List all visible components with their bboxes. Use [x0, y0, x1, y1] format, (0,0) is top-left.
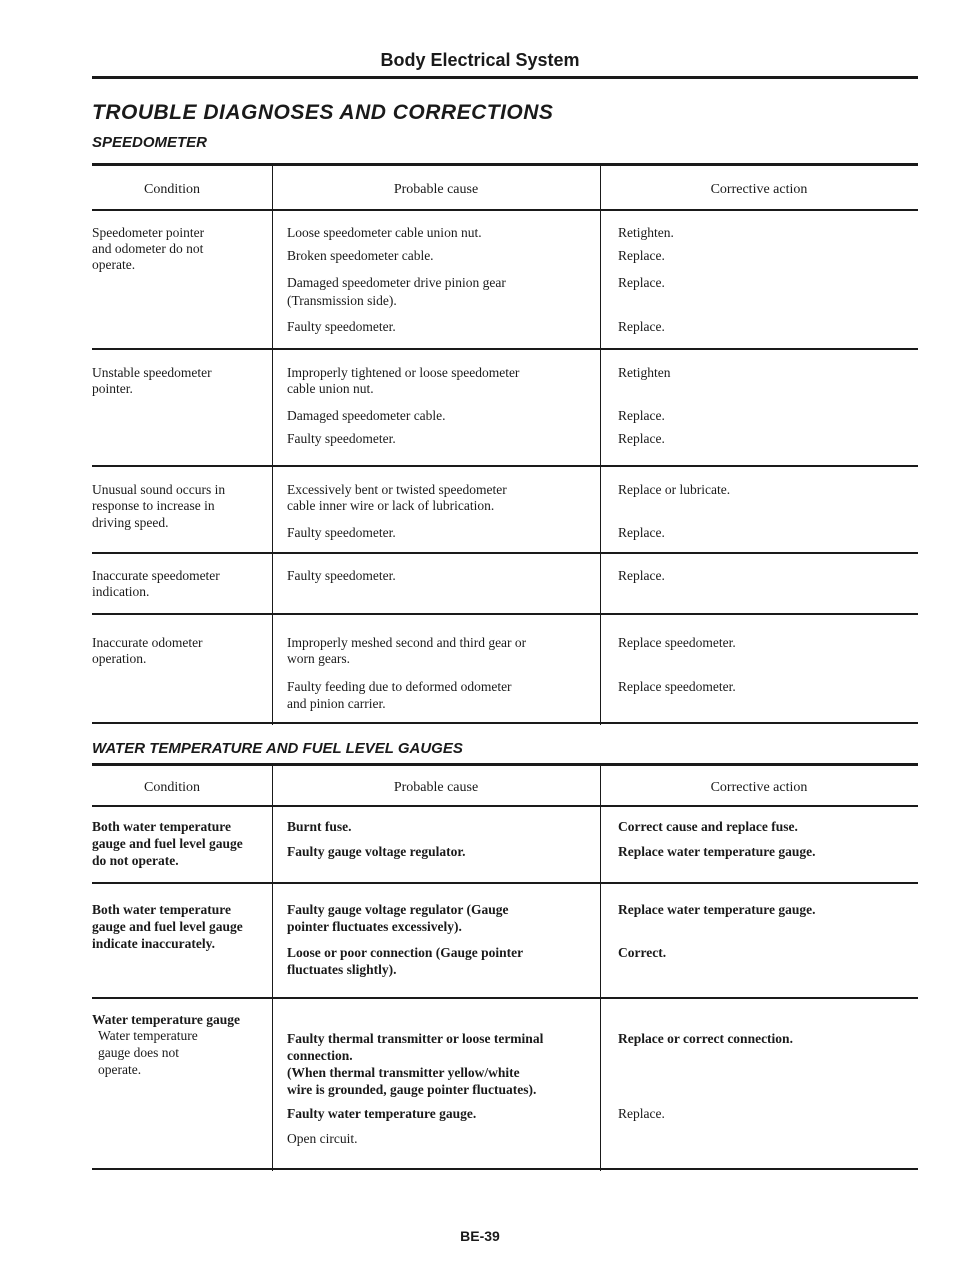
- row-divider: [92, 465, 918, 467]
- row-divider: [92, 613, 918, 615]
- condition-line: operate.: [92, 257, 136, 272]
- cause-line: Faulty speedometer.: [287, 568, 396, 583]
- column-header-corrective-action: Corrective action: [710, 182, 808, 197]
- action-line: Replace.: [618, 568, 665, 583]
- condition-line: driving speed.: [92, 515, 169, 530]
- header-rule: [92, 805, 918, 807]
- condition-line: operate.: [98, 1062, 142, 1077]
- table-bottom-rule: [92, 1168, 918, 1170]
- cause-line: Faulty water temperature gauge.: [287, 1106, 477, 1121]
- cause-line: and pinion carrier.: [287, 696, 386, 711]
- action-line: Retighten.: [618, 225, 674, 240]
- column-divider: [600, 765, 601, 1171]
- column-divider: [272, 765, 273, 1171]
- action-line: Replace speedometer.: [618, 679, 736, 694]
- section-heading-speedometer: SPEEDOMETER: [92, 134, 208, 151]
- cause-line: worn gears.: [287, 651, 350, 666]
- cause-line: Loose or poor connection (Gauge pointer: [287, 945, 524, 960]
- condition-line: gauge and fuel level gauge: [92, 919, 243, 934]
- cause-line: Open circuit.: [287, 1131, 358, 1146]
- column-divider: [272, 165, 273, 725]
- action-line: Replace or correct connection.: [618, 1031, 793, 1046]
- action-line: Replace.: [618, 408, 665, 423]
- section-heading-gauges: WATER TEMPERATURE AND FUEL LEVEL GAUGES: [92, 740, 463, 757]
- cause-line: fluctuates slightly).: [287, 962, 397, 977]
- condition-line: gauge and fuel level gauge: [92, 836, 243, 851]
- cause-line: Damaged speedometer cable.: [287, 408, 446, 423]
- condition-line: operation.: [92, 651, 147, 666]
- column-divider: [600, 165, 601, 725]
- cause-line: (Transmission side).: [287, 293, 397, 308]
- column-header-corrective-action: Corrective action: [710, 780, 808, 795]
- condition-line: pointer.: [92, 381, 133, 396]
- action-line: Correct cause and replace fuse.: [618, 819, 798, 834]
- cause-line: pointer fluctuates excessively).: [287, 919, 462, 934]
- action-line: Replace.: [618, 1106, 665, 1121]
- condition-line: gauge does not: [98, 1045, 179, 1060]
- action-line: Replace.: [618, 319, 665, 334]
- table-top-rule: [92, 163, 918, 166]
- cause-line: connection.: [287, 1048, 353, 1063]
- condition-line: Water temperature gauge: [92, 1012, 240, 1027]
- page-title: TROUBLE DIAGNOSES AND CORRECTIONS: [92, 101, 554, 124]
- condition-line: indicate inaccurately.: [92, 936, 215, 951]
- cause-line: Faulty gauge voltage regulator.: [287, 844, 466, 859]
- row-divider: [92, 997, 918, 999]
- condition-line: Inaccurate speedometer: [92, 568, 220, 583]
- cause-line: cable inner wire or lack of lubrication.: [287, 498, 495, 513]
- cause-line: Faulty speedometer.: [287, 525, 396, 540]
- cause-line: Excessively bent or twisted speedometer: [287, 482, 507, 497]
- cause-line: Damaged speedometer drive pinion gear: [287, 275, 506, 290]
- action-line: Replace.: [618, 275, 665, 290]
- cause-line: wire is grounded, gauge pointer fluctuates).: [287, 1082, 537, 1097]
- cause-line: (When thermal transmitter yellow/white: [287, 1065, 520, 1080]
- condition-line: indication.: [92, 584, 150, 599]
- condition-line: do not operate.: [92, 853, 179, 868]
- condition-line: Water temperature: [98, 1028, 198, 1043]
- action-line: Replace or lubricate.: [618, 482, 731, 497]
- gauges-table: [92, 763, 918, 1171]
- cause-line: Burnt fuse.: [287, 819, 352, 834]
- cause-line: Faulty speedometer.: [287, 431, 396, 446]
- column-header-probable-cause: Probable cause: [393, 780, 479, 795]
- column-header-probable-cause: Probable cause: [393, 182, 479, 197]
- cause-line: Faulty feeding due to deformed odometer: [287, 679, 512, 694]
- cause-line: Improperly tightened or loose speedometer: [287, 365, 520, 380]
- header-rule: [92, 76, 918, 79]
- action-line: Replace.: [618, 431, 665, 446]
- running-header: Body Electrical System: [380, 50, 580, 70]
- table-top-rule: [92, 763, 918, 766]
- condition-line: Both water temperature: [92, 902, 231, 917]
- column-header-condition: Condition: [143, 182, 200, 197]
- action-line: Replace.: [618, 525, 665, 540]
- cause-line: Faulty thermal transmitter or loose terminal: [287, 1031, 544, 1046]
- condition-line: Inaccurate odometer: [92, 635, 203, 650]
- condition-line: response to increase in: [92, 498, 215, 513]
- speedometer-table: [92, 163, 918, 725]
- action-line: Correct.: [618, 945, 667, 960]
- column-header-condition: Condition: [143, 780, 200, 795]
- row-divider: [92, 882, 918, 884]
- cause-line: Broken speedometer cable.: [287, 248, 434, 263]
- cause-line: cable union nut.: [287, 381, 374, 396]
- action-line: Replace water temperature gauge.: [618, 844, 816, 859]
- row-divider: [92, 552, 918, 554]
- condition-line: Both water temperature: [92, 819, 231, 834]
- condition-line: and odometer do not: [92, 241, 204, 256]
- action-line: Replace water temperature gauge.: [618, 902, 816, 917]
- row-divider: [92, 348, 918, 350]
- cause-line: Loose speedometer cable union nut.: [287, 225, 482, 240]
- action-line: Retighten: [618, 365, 671, 380]
- cause-line: Faulty gauge voltage regulator (Gauge: [287, 902, 509, 917]
- cause-line: Improperly meshed second and third gear or: [287, 635, 527, 650]
- table-bottom-rule: [92, 722, 918, 724]
- page-number: BE-39: [460, 1228, 500, 1244]
- cause-line: Faulty speedometer.: [287, 319, 396, 334]
- action-line: Replace speedometer.: [618, 635, 736, 650]
- condition-line: Speedometer pointer: [92, 225, 205, 240]
- header-rule: [92, 209, 918, 211]
- condition-line: Unusual sound occurs in: [92, 482, 226, 497]
- action-line: Replace.: [618, 248, 665, 263]
- condition-line: Unstable speedometer: [92, 365, 212, 380]
